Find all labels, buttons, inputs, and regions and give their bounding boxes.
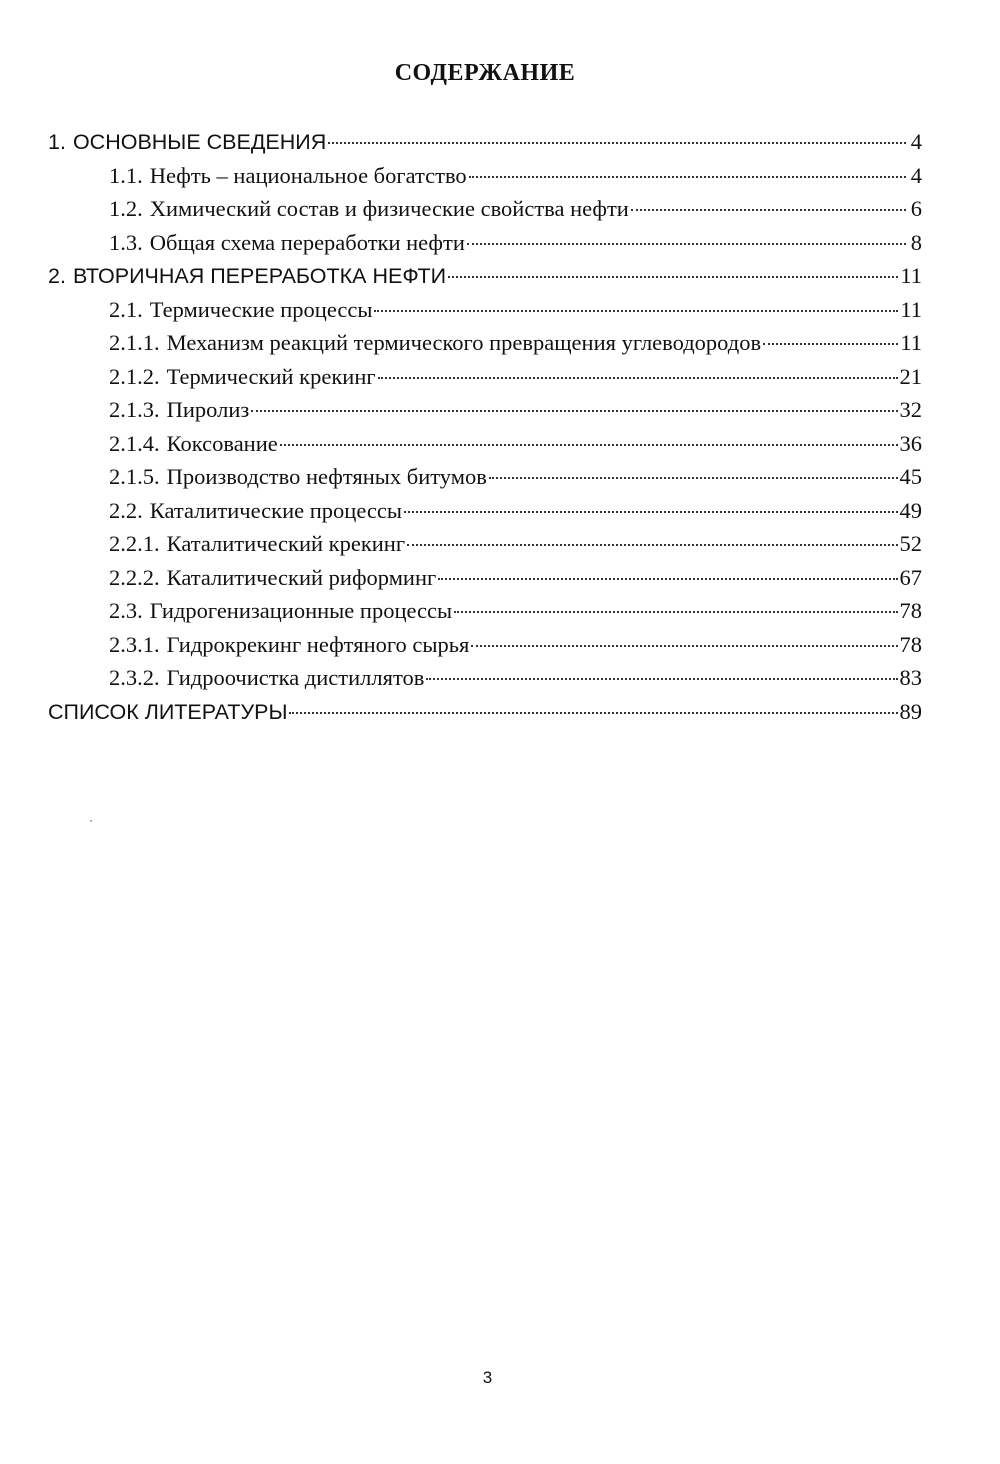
toc-entry-title: Нефть – национальное богатство [149, 162, 467, 188]
dot-leader [426, 678, 897, 680]
scan-speck [90, 820, 92, 822]
toc-entry-page: 52 [899, 531, 922, 556]
toc-entry-number: 1.1. [109, 162, 143, 188]
dot-leader [489, 477, 898, 479]
dot-leader [763, 343, 898, 345]
toc-entry [48, 594, 922, 628]
toc-entry [48, 695, 922, 729]
toc-entry [48, 427, 922, 461]
dot-leader [631, 209, 906, 211]
toc-entry-title: Гидрокрекинг нефтяного сырья [166, 631, 470, 657]
toc-entry-title: Механизм реакций термического превращения углеводородов [166, 330, 762, 355]
toc-entry-page: 4 [910, 129, 922, 154]
toc-entry-number: 2.1.3. [109, 397, 160, 422]
dot-leader [448, 276, 898, 278]
toc-entry-number: 2.3. [109, 598, 143, 623]
toc-entry-title: Каталитический крекинг [166, 531, 406, 556]
toc-entry [48, 527, 922, 561]
toc-entry-number: 1.2. [109, 196, 143, 221]
toc-entry-page: 67 [899, 564, 922, 590]
table-of-contents [48, 125, 922, 728]
dot-leader [280, 444, 898, 446]
toc-entry [48, 661, 922, 695]
toc-entry-number: 2.1.5. [109, 464, 160, 489]
toc-entry-page: 21 [899, 363, 922, 389]
toc-entry-page: 32 [899, 397, 922, 422]
toc-entry-title: Общая схема переработки нефти [149, 229, 465, 255]
toc-entry-number: 2.1.1. [109, 330, 160, 355]
toc-entry-page: 8 [910, 229, 922, 255]
toc-entry-number: 2.3.2. [109, 665, 160, 690]
dot-leader [378, 377, 898, 379]
toc-entry-number: 2.2.1. [109, 531, 160, 556]
toc-entry-page: 78 [899, 631, 922, 657]
toc-entry-number: 2.1.2. [109, 363, 160, 389]
toc-entry-title: ОСНОВНЫЕ СВЕДЕНИЯ [72, 130, 327, 154]
toc-entry [48, 393, 922, 427]
toc-entry-number: 2.3.1. [109, 631, 160, 657]
toc-entry [48, 326, 922, 360]
toc-entry-number: 1. [48, 130, 66, 154]
toc-entry [48, 259, 922, 293]
toc-entry-title: Гидроочистка дистиллятов [166, 665, 425, 690]
toc-entry-page: 11 [900, 263, 922, 288]
toc-entry-page: 78 [899, 598, 922, 623]
toc-entry-page: 6 [910, 196, 922, 221]
toc-entry [48, 628, 922, 662]
toc-entry [48, 125, 922, 159]
toc-entry-number: 2.1.4. [109, 430, 160, 456]
toc-entry-page: 11 [900, 296, 922, 322]
toc-entry-title: Каталитический риформинг [166, 564, 437, 590]
toc-entry-number: 2.2.2. [109, 564, 160, 590]
page-number: 3 [482, 1368, 493, 1387]
toc-entry-page: 89 [899, 698, 922, 724]
toc-entry [48, 226, 922, 260]
toc-entry [48, 192, 922, 226]
toc-entry [48, 293, 922, 327]
toc-entry-page: 11 [900, 330, 922, 355]
toc-entry-title: Коксование [166, 430, 278, 456]
dot-leader [454, 611, 897, 613]
toc-entry [48, 360, 922, 394]
toc-entry-page: 45 [899, 464, 922, 489]
page-title: СОДЕРЖАНИЕ [394, 60, 576, 86]
toc-entry-title: Термические процессы [149, 296, 373, 322]
toc-entry-title: Пиролиз [166, 397, 250, 422]
dot-leader [374, 310, 898, 312]
toc-entry [48, 561, 922, 595]
toc-entry-title: Химический состав и физические свойства нефти [149, 196, 629, 221]
dot-leader [404, 511, 898, 513]
toc-entry [48, 159, 922, 193]
toc-entry-title: Гидрогенизационные процессы [149, 598, 453, 623]
toc-entry-title: ВТОРИЧНАЯ ПЕРЕРАБОТКА НЕФТИ [72, 264, 447, 288]
toc-entry-number: 1.3. [109, 229, 143, 255]
dot-leader [251, 410, 897, 412]
toc-entry-title: Каталитические процессы [149, 497, 402, 523]
toc-entry-page: 4 [910, 162, 922, 188]
dot-leader [471, 645, 897, 647]
toc-entry-title: Термический крекинг [166, 363, 376, 389]
toc-entry-title: Производство нефтяных битумов [166, 464, 487, 489]
dot-leader [289, 712, 897, 714]
toc-entry [48, 494, 922, 528]
dot-leader [438, 578, 897, 580]
dot-leader [467, 243, 906, 245]
toc-entry-number: 2.1. [109, 296, 143, 322]
toc-entry-page: 49 [899, 497, 922, 523]
dot-leader [328, 142, 906, 144]
toc-entry-title: СПИСОК ЛИТЕРАТУРЫ [48, 699, 288, 724]
toc-entry [48, 460, 922, 494]
toc-entry-page: 83 [899, 665, 922, 690]
toc-entry-page: 36 [899, 430, 922, 456]
toc-entry-number: 2. [48, 264, 66, 288]
dot-leader [469, 176, 906, 178]
dot-leader [407, 544, 897, 546]
toc-entry-number: 2.2. [109, 497, 143, 523]
